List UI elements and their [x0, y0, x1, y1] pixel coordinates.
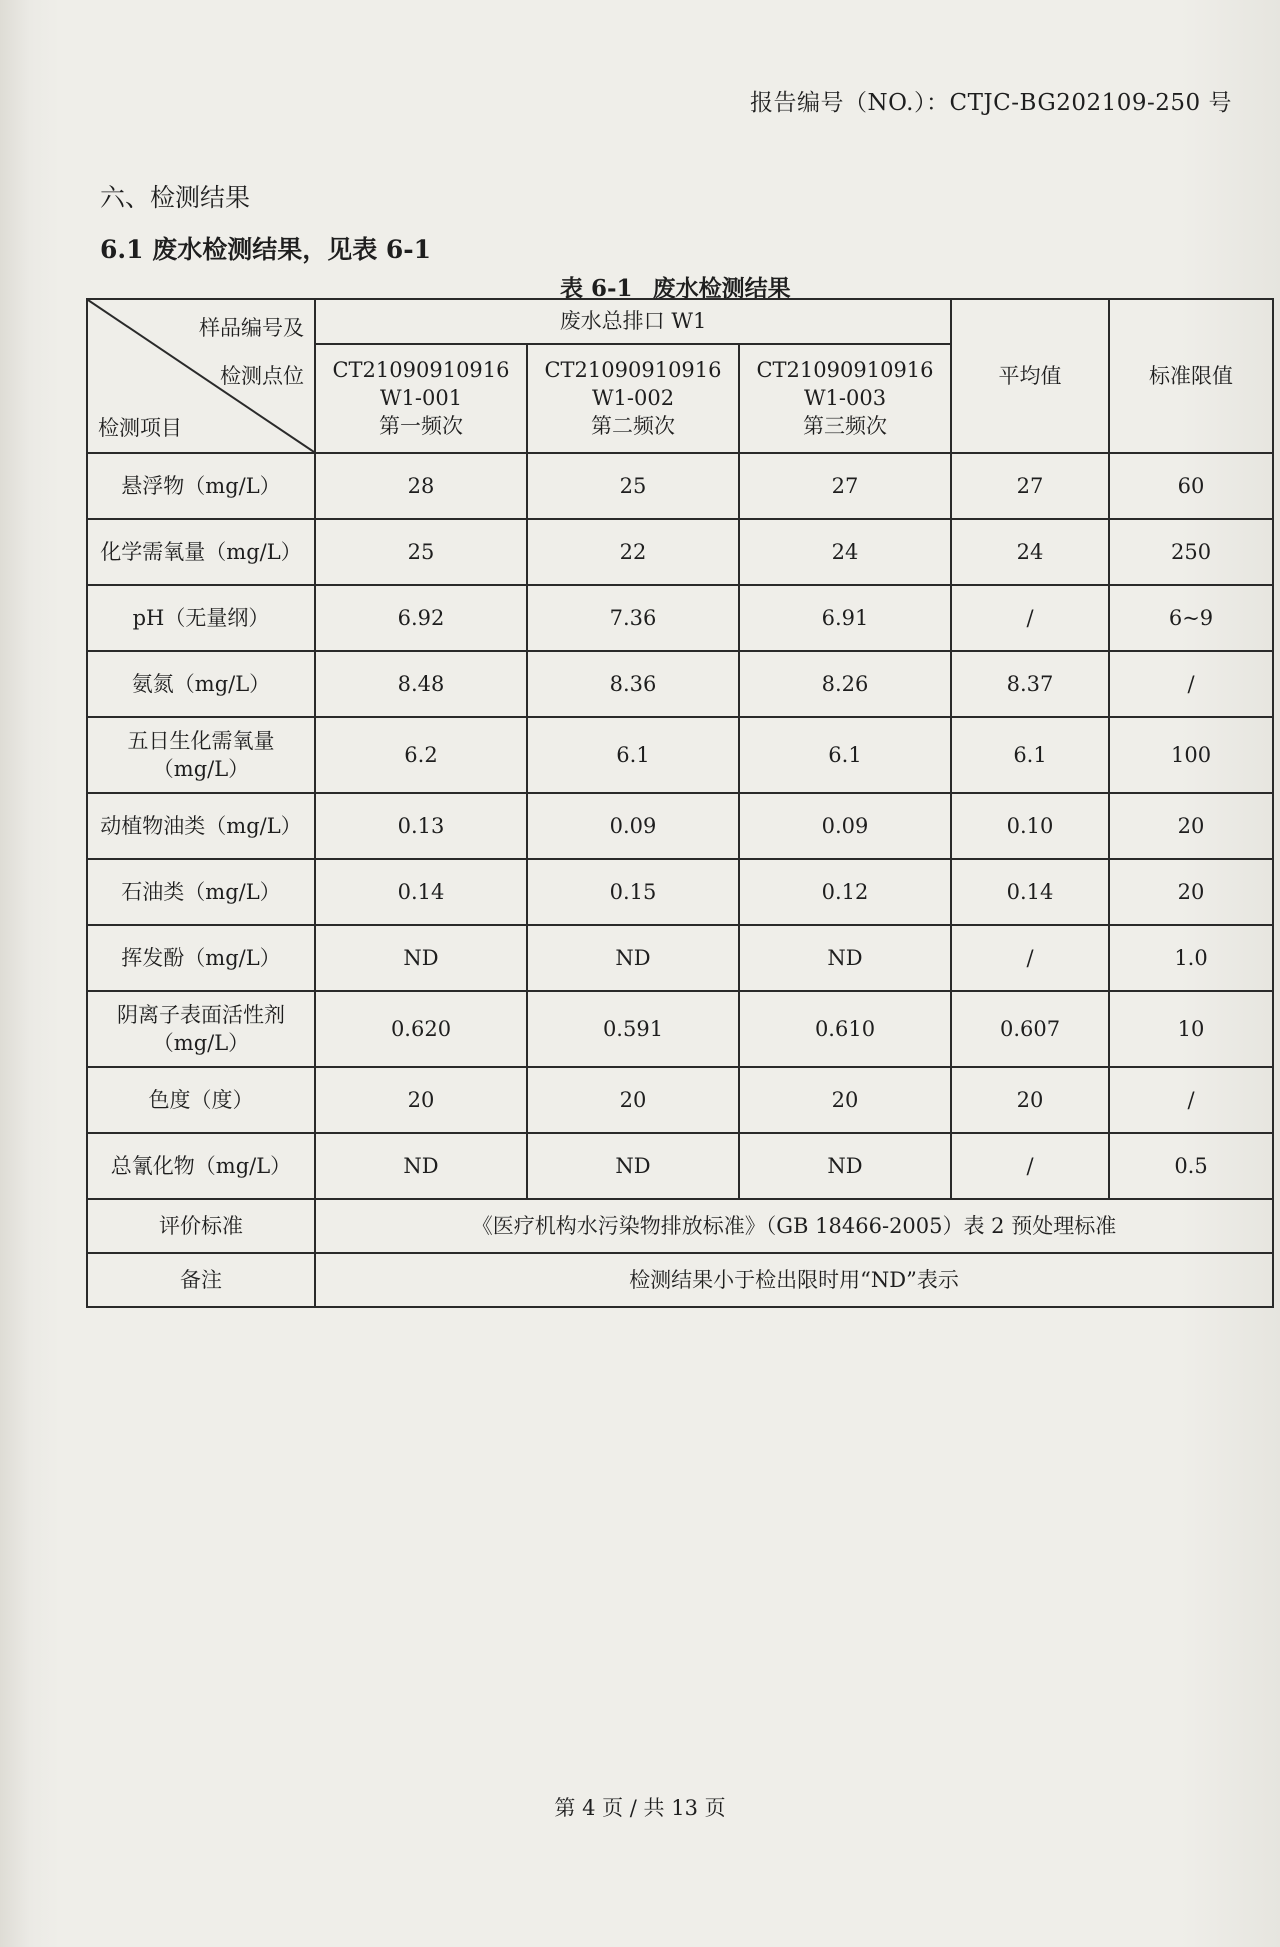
- table-row: [87, 1067, 1273, 1133]
- average-value: 20: [951, 1067, 1109, 1133]
- subsection-title: 6.1 废水检测结果，见表 6-1: [100, 235, 432, 264]
- value-2: 0.591: [527, 991, 739, 1067]
- limit-value: 1.0: [1109, 925, 1273, 991]
- evaluation-row: [87, 1199, 1273, 1253]
- average-value: 6.1: [951, 717, 1109, 793]
- value-3: 0.610: [739, 991, 951, 1067]
- sample-frequency: 第二频次: [591, 414, 675, 439]
- results-table-wrapper: [86, 298, 1272, 1308]
- item-name: 五日生化需氧量（mg/L）: [87, 717, 315, 793]
- value-3: 27: [739, 453, 951, 519]
- report-number: 报告编号（NO.）：CTJC-BG202109-250 号: [750, 90, 1232, 116]
- section-title: 六、检测结果: [100, 183, 251, 212]
- remark-label: 备注: [87, 1253, 315, 1307]
- corner-label-item: 检测项目: [98, 415, 182, 440]
- limit-value: /: [1109, 651, 1273, 717]
- value-1: 0.13: [315, 793, 527, 859]
- table-row: [87, 859, 1273, 925]
- value-1: 0.620: [315, 991, 527, 1067]
- limit-value: 20: [1109, 793, 1273, 859]
- limit-value: 10: [1109, 991, 1273, 1067]
- table-row: [87, 519, 1273, 585]
- item-name: 总氰化物（mg/L）: [87, 1133, 315, 1199]
- table-row: [87, 991, 1273, 1067]
- corner-label-sample-id: 样品编号及: [199, 316, 304, 340]
- value-3: 24: [739, 519, 951, 585]
- table-row: [87, 651, 1273, 717]
- sample-id-line2: W1-002: [591, 386, 675, 411]
- limit-value: 60: [1109, 453, 1273, 519]
- value-1: ND: [315, 1133, 527, 1199]
- evaluation-label: 评价标准: [87, 1199, 315, 1253]
- table-row: [87, 717, 1273, 793]
- limit-value: 250: [1109, 519, 1273, 585]
- average-value: 8.37: [951, 651, 1109, 717]
- page-number: 第 4 页 / 共 13 页: [554, 1796, 726, 1820]
- average-value: 24: [951, 519, 1109, 585]
- value-1: 6.92: [315, 585, 527, 651]
- sample-id-line1: CT21090910916: [544, 357, 722, 382]
- average-value: /: [951, 1133, 1109, 1199]
- value-2: 0.09: [527, 793, 739, 859]
- evaluation-standard: 《医疗机构水污染物排放标准》（GB 18466-2005）表 2 预处理标准: [315, 1199, 1273, 1253]
- item-name: 动植物油类（mg/L）: [87, 793, 315, 859]
- table-caption-number: 表 6-1: [560, 275, 633, 302]
- item-name: 化学需氧量（mg/L）: [87, 519, 315, 585]
- value-2: 6.1: [527, 717, 739, 793]
- corner-label-location: 检测点位: [220, 364, 304, 388]
- value-2: 7.36: [527, 585, 739, 651]
- item-name: 阴离子表面活性剂（mg/L）: [87, 991, 315, 1067]
- value-3: 20: [739, 1067, 951, 1133]
- table-row: [87, 925, 1273, 991]
- limit-value: 0.5: [1109, 1133, 1273, 1199]
- table-row: [87, 453, 1273, 519]
- value-1: 28: [315, 453, 527, 519]
- value-2: 22: [527, 519, 739, 585]
- remark-row: [87, 1253, 1273, 1307]
- table-row: [87, 585, 1273, 651]
- value-1: 6.2: [315, 717, 527, 793]
- value-3: 0.12: [739, 859, 951, 925]
- item-name: 悬浮物（mg/L）: [87, 453, 315, 519]
- value-3: 6.1: [739, 717, 951, 793]
- sample-header-3: [739, 344, 951, 453]
- item-name: 石油类（mg/L）: [87, 859, 315, 925]
- limit-value: 100: [1109, 717, 1273, 793]
- sample-header-1: [315, 344, 527, 453]
- sample-id-line1: CT21090910916: [756, 357, 934, 382]
- item-name: pH（无量纲）: [87, 585, 315, 651]
- average-value: /: [951, 585, 1109, 651]
- value-2: 25: [527, 453, 739, 519]
- table-row: [87, 793, 1273, 859]
- table-caption-text: 废水检测结果: [652, 275, 791, 302]
- value-2: 8.36: [527, 651, 739, 717]
- value-1: 0.14: [315, 859, 527, 925]
- average-value: 0.14: [951, 859, 1109, 925]
- value-3: ND: [739, 1133, 951, 1199]
- average-value: 0.10: [951, 793, 1109, 859]
- value-1: 20: [315, 1067, 527, 1133]
- value-2: 0.15: [527, 859, 739, 925]
- table-row: [87, 1133, 1273, 1199]
- limit-value: 20: [1109, 859, 1273, 925]
- item-name: 色度（度）: [87, 1067, 315, 1133]
- limit-header: 标准限值: [1109, 299, 1273, 453]
- item-name: 挥发酚（mg/L）: [87, 925, 315, 991]
- sample-frequency: 第一频次: [379, 414, 463, 439]
- corner-header-cell: [87, 299, 315, 453]
- sample-frequency: 第三频次: [803, 414, 887, 439]
- value-3: 6.91: [739, 585, 951, 651]
- value-3: 8.26: [739, 651, 951, 717]
- average-value: 0.607: [951, 991, 1109, 1067]
- sample-id-line2: W1-003: [803, 386, 887, 411]
- value-2: ND: [527, 1133, 739, 1199]
- limit-value: /: [1109, 1067, 1273, 1133]
- sample-id-line2: W1-001: [379, 386, 463, 411]
- sample-id-line1: CT21090910916: [332, 357, 510, 382]
- value-3: ND: [739, 925, 951, 991]
- limit-value: 6~9: [1109, 585, 1273, 651]
- header-row-location: [87, 299, 1273, 344]
- value-2: ND: [527, 925, 739, 991]
- remark-text: 检测结果小于检出限时用“ND”表示: [315, 1253, 1273, 1307]
- average-value: /: [951, 925, 1109, 991]
- average-header: 平均值: [951, 299, 1109, 453]
- value-3: 0.09: [739, 793, 951, 859]
- value-1: 25: [315, 519, 527, 585]
- sample-header-2: [527, 344, 739, 453]
- location-header: 废水总排口 W1: [315, 299, 951, 344]
- wastewater-results-table: [86, 298, 1274, 1308]
- value-1: ND: [315, 925, 527, 991]
- item-name: 氨氮（mg/L）: [87, 651, 315, 717]
- average-value: 27: [951, 453, 1109, 519]
- value-2: 20: [527, 1067, 739, 1133]
- value-1: 8.48: [315, 651, 527, 717]
